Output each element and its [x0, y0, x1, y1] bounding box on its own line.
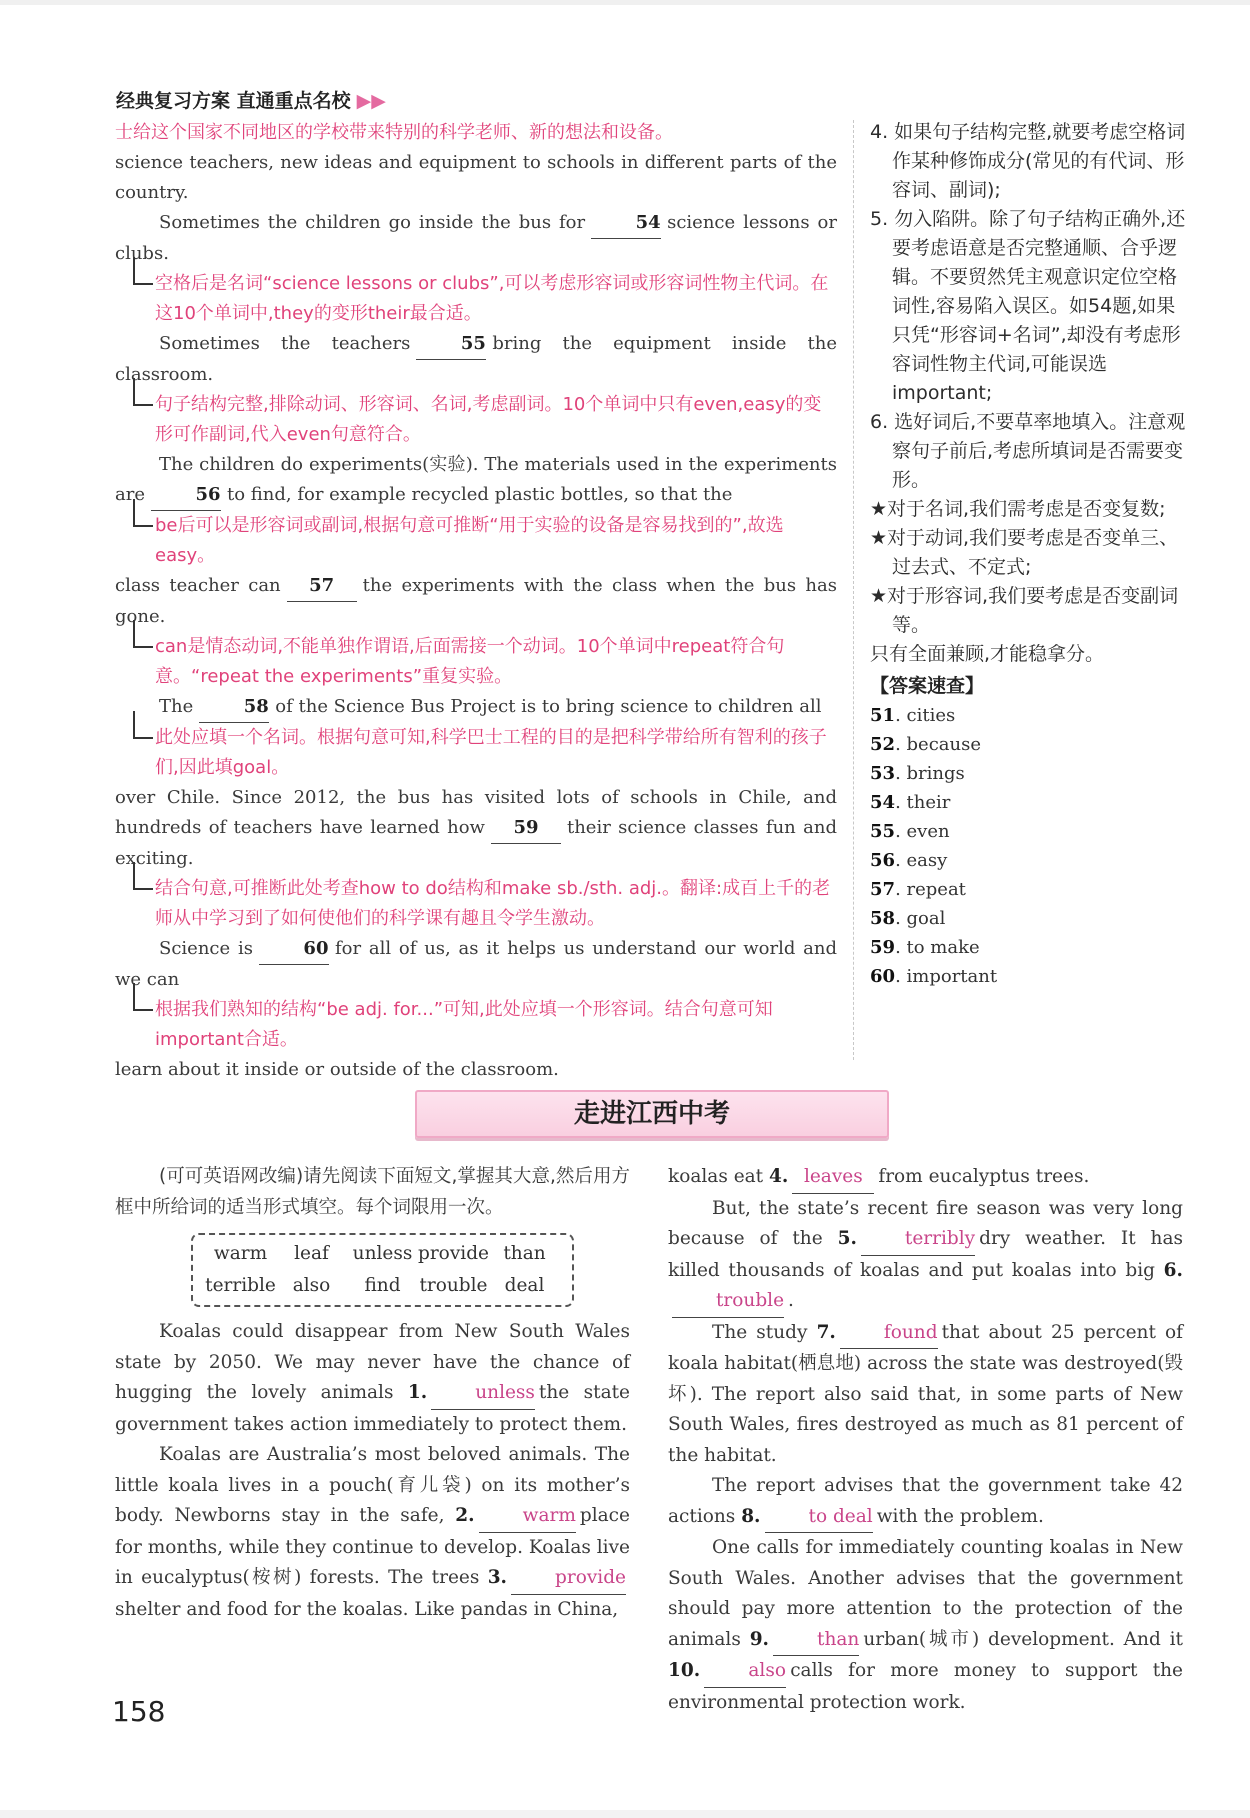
note-59: 结合句意,可推断此处考查how to do结构和make sb./sth. adj.。翻译:成百上千的老师从中学习到了如何使他们的科学课有趣且令学生激动。	[115, 874, 837, 934]
answer-blank-1: unless	[431, 1378, 535, 1410]
tip-item: 4. 如果句子结构完整,就要考虑空格词作某种修饰成分(常见的有代词、形容词、副词);	[870, 121, 1186, 201]
word-option: warm	[213, 1243, 268, 1264]
answer-blank-3: provide	[511, 1563, 626, 1595]
passage-line: Sometimes the children go inside the bus for 54 science lessons or clubs.	[115, 208, 837, 269]
passage-line: The 58 of the Science Bus Project is to bring science to children all	[115, 692, 837, 723]
answer-blank-7: found	[840, 1318, 938, 1350]
passage-paragraph: koalas eat 4. leaves from eucalyptus trees.	[668, 1162, 1183, 1194]
answer-blank-9: than	[773, 1625, 859, 1657]
answer-list	[870, 701, 1190, 991]
answer-item: 57. repeat	[870, 879, 966, 900]
word-option: provide	[418, 1243, 489, 1264]
note-56: be后可以是形容词或副词,根据句意可推断“用于实验的设备是容易找到的”,故选easy。	[115, 511, 837, 571]
answer-item: 53. brings	[870, 763, 965, 784]
header-title: 经典复习方案 直通重点名校	[116, 90, 351, 112]
answer-item: 54. their	[870, 792, 951, 813]
word-option: unless	[352, 1243, 413, 1264]
passage-paragraph: The study 7. found that about 25 percent of koala habitat(栖息地) across the state was destroyed(毁坏). The report also said that, in some parts of New South Wales, fires destroyed as much as 81 percent of the habitat.	[668, 1318, 1183, 1472]
passage-paragraph: Koalas are Australia’s most beloved animals. The little koala lives in a pouch(育儿袋) on its mother’s body. Newborns stay in the safe, 2. warm place for months, while they continue to develop. Koalas live in eucalyptus(桉树) forests. The trees 3. provideshelter and food for the koalas. Like pandas in China,	[115, 1444, 630, 1620]
blank-54: 54	[591, 208, 661, 239]
star-tip: ★对于形容词,我们要考虑是否变副词等。	[870, 585, 1179, 636]
note-55: 句子结构完整,排除动词、形容词、名词,考虑副词。10个单词中只有even,easy的变形可作副词,代入even句意符合。	[115, 390, 837, 450]
word-option: than	[503, 1243, 546, 1264]
blank-60: 60	[259, 934, 329, 965]
answers-title: 【答案速查】	[870, 675, 985, 697]
source-label: (可可英语网改编)	[159, 1166, 304, 1187]
blank-58: 58	[199, 692, 269, 723]
answer-blank-2: warm	[479, 1501, 576, 1533]
passage-line: Sometimes the teachers 55 bring the equipment inside the classroom.	[115, 329, 837, 390]
answer-blank-5: terribly	[861, 1224, 975, 1256]
passage-line: science teachers, new ideas and equipment to schools in different parts of the country.	[115, 152, 837, 203]
word-option: find	[364, 1275, 401, 1296]
exercise-right-column	[668, 1162, 1183, 1718]
translation-line: 士给这个国家不同地区的学校带来特别的科学老师、新的想法和设备。	[115, 122, 673, 143]
passage-paragraph: But, the state’s recent fire season was very long because of the 5. terribly dry weather. It has killed thousands of koalas and put koalas into big 6.trouble .	[668, 1194, 1183, 1318]
tip-summary: 只有全面兼顾,才能稳拿分。	[870, 643, 1105, 665]
passage-line: The children do experiments(实验). The materials used in the experiments are 56 to find, for example recycled plastic bottles, so that the	[115, 450, 837, 511]
word-box	[191, 1233, 574, 1307]
passage-line: class teacher can 57 the experiments with the class when the bus has gone.	[115, 571, 837, 632]
page-header	[116, 86, 386, 113]
section-banner: 走进江西中考	[415, 1090, 889, 1138]
top-edge	[0, 0, 1250, 5]
tips-column	[870, 118, 1190, 991]
passage-line: learn about it inside or outside of the classroom.	[115, 1059, 559, 1080]
exercise-left-column	[115, 1162, 630, 1625]
answer-blank-4: leaves	[792, 1162, 874, 1194]
passage-paragraph: The report advises that the government take 42 actions 8. to deal with the problem.	[668, 1471, 1183, 1533]
tip-item: 5. 勿入陷阱。除了句子结构正确外,还要考虑语意是否完整通顺、合乎逻辑。不要贸然凭主观意识定位空格词性,容易陷入误区。如54题,如果只凭“形容词+名词”,却没有考虑形容词性物主代词,可能误选important;	[870, 208, 1186, 404]
blank-55: 55	[416, 329, 486, 360]
column-divider	[853, 120, 854, 1060]
answer-item: 58. goal	[870, 908, 946, 929]
word-option: leaf	[294, 1243, 329, 1264]
passage-line: Science is 60 for all of us, as it helps us understand our world and we can	[115, 934, 837, 995]
star-tip: ★对于名词,我们需考虑是否变复数;	[870, 498, 1166, 520]
answer-item: 51. cities	[870, 705, 956, 726]
tip-item: 6. 选好词后,不要草率地填入。注意观察句子前后,考虑所填词是否需要变形。	[870, 411, 1186, 491]
star-tip: ★对于动词,我们要考虑是否变单三、过去式、不定式;	[870, 527, 1179, 578]
note-54: 空格后是名词“science lessons or clubs”,可以考虑形容词或形容词性物主代词。在这10个单词中,they的变形their最合适。	[115, 269, 837, 329]
answer-blank-10: also	[704, 1656, 786, 1688]
answer-blank-8: to deal	[765, 1502, 873, 1534]
answer-item: 59. to make	[870, 937, 980, 958]
blank-57: 57	[287, 571, 357, 602]
answer-item: 56. easy	[870, 850, 948, 871]
passage-line: over Chile. Since 2012, the bus has visited lots of schools in Chile, and hundreds of teachers have learned how 59 their science classes fun and exciting.	[115, 787, 837, 869]
blank-59: 59	[491, 813, 561, 844]
note-57: can是情态动词,不能单独作谓语,后面需接一个动词。10个单词中repeat符合句意。“repeat the experiments”重复实验。	[115, 632, 837, 692]
word-option: also	[292, 1275, 331, 1296]
answer-item: 52. because	[870, 734, 981, 755]
answer-blank-6: trouble	[672, 1286, 784, 1318]
note-58: 此处应填一个名词。根据句意可知,科学巴士工程的目的是把科学带给所有智利的孩子们,因此填goal。	[115, 723, 837, 783]
passage-paragraph: One calls for immediately counting koalas in New South Wales. Another advises that the government should pay more attention to the protection of the animals 9. than urban(城市) development. And it 10. also calls for more money to support the environmental protection work.	[668, 1537, 1183, 1713]
answer-item: 60. important	[870, 966, 998, 987]
bottom-edge	[0, 1810, 1250, 1818]
word-option: trouble	[419, 1275, 488, 1296]
passage-paragraph: Koalas could disappear from New South Wales state by 2050. We may never have the chance of hugging the lovely animals 1. unless the state government takes action immediately to protect them.	[115, 1321, 630, 1435]
explanation-column	[115, 118, 837, 1085]
note-60: 根据我们熟知的结构“be adj. for...”可知,此处应填一个形容词。结合句意可知important合适。	[115, 995, 837, 1055]
word-option: terrible	[205, 1275, 276, 1296]
instruction: (可可英语网改编)请先阅读下面短文,掌握其大意,然后用方框中所给词的适当形式填空。每个词限用一次。	[115, 1166, 630, 1218]
answer-item: 55. even	[870, 821, 950, 842]
page-number: 158	[112, 1695, 166, 1728]
double-arrow-icon: ▶▶	[356, 90, 386, 112]
word-option: deal	[504, 1275, 545, 1296]
blank-56: 56	[151, 480, 221, 511]
